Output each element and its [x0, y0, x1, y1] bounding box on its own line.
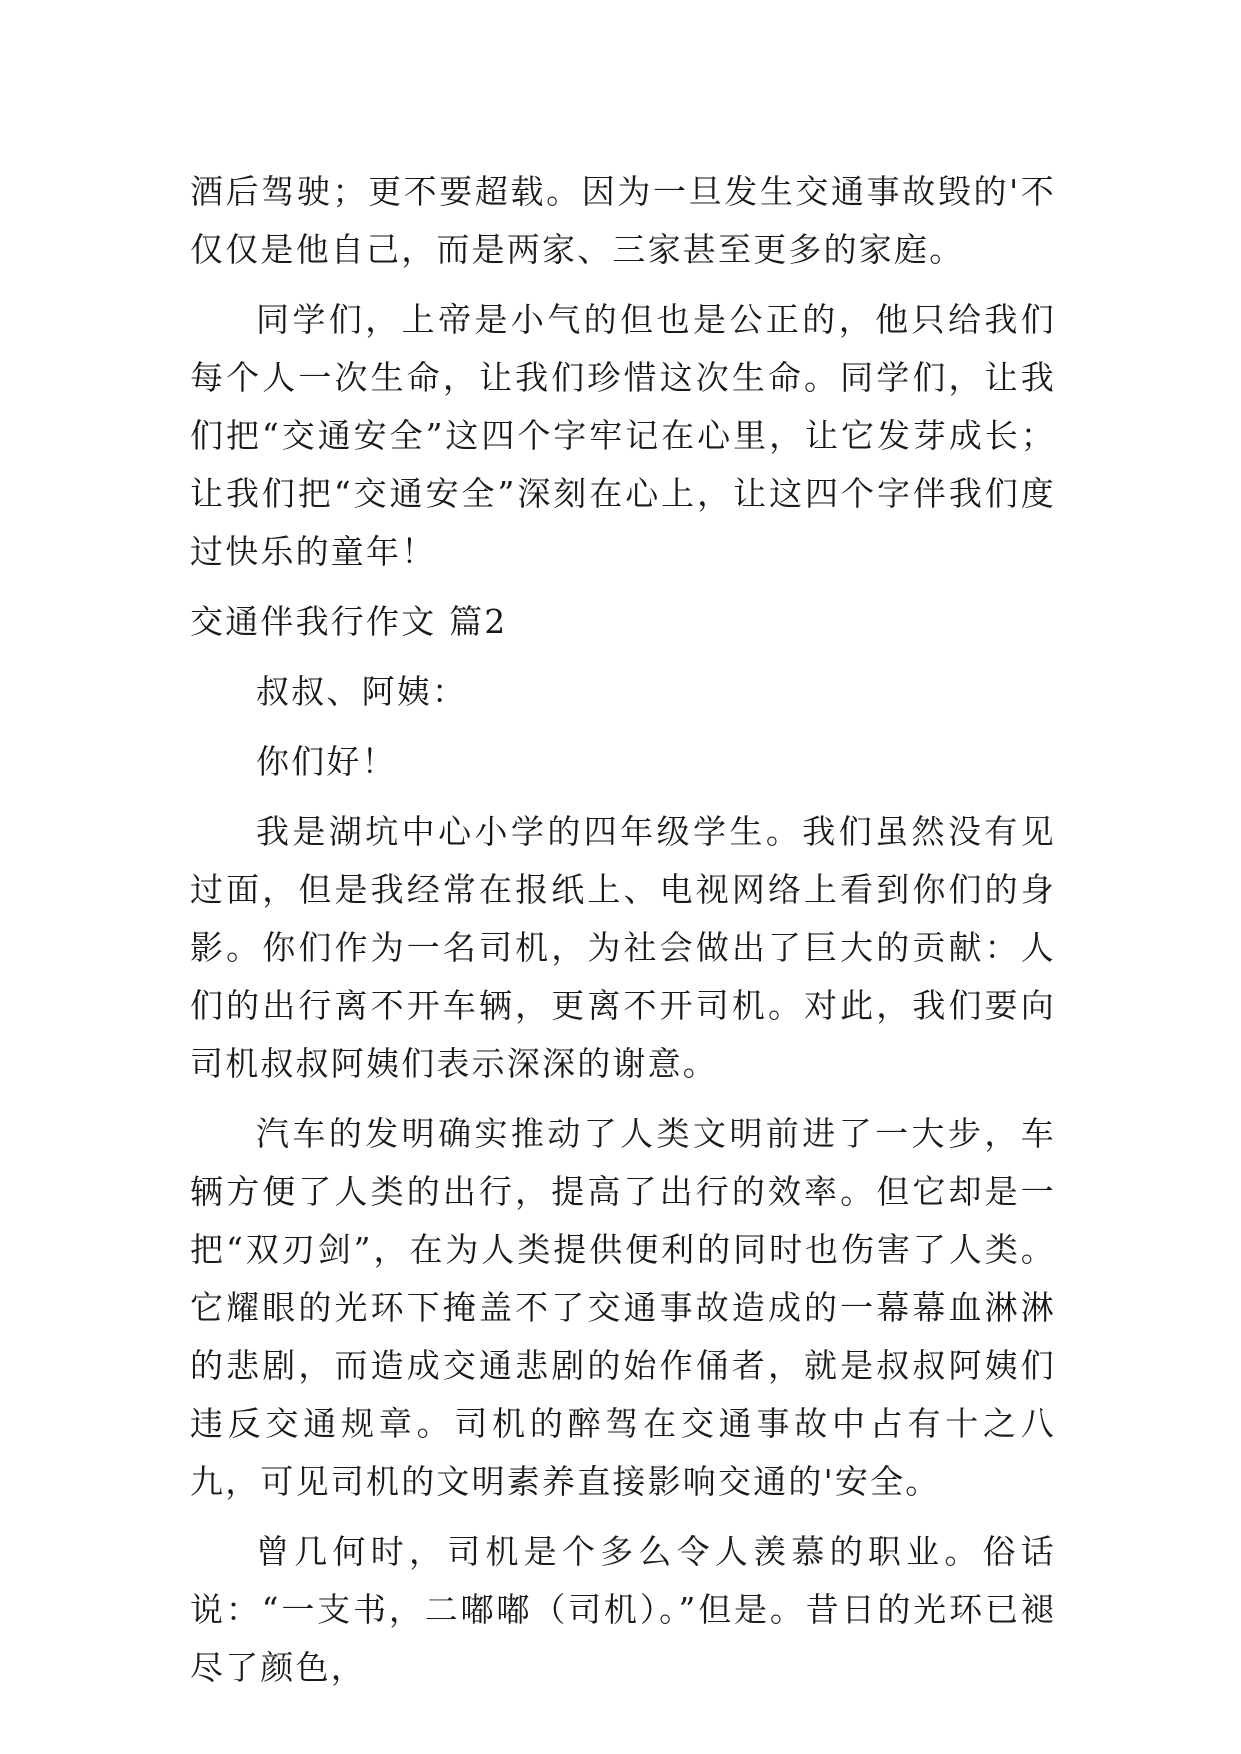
paragraph-greeting: 你们好！: [256, 742, 397, 781]
paragraph-driver-profession: 曾几何时，司机是个多么令人羡慕的职业。俗话说：“一支书，二嘟嘟（司机）。”但是。昔日的光环已褪尽了颜色，: [190, 1532, 1056, 1687]
paragraph-continuation: 酒后驾驶；更不要超载。因为一旦发生交通事故毁的'不仅仅是他自己，而是两家、三家甚至更多的家庭。: [190, 172, 1056, 269]
paragraph-car-invention: 汽车的发明确实推动了人类文明前进了一大步，车辆方便了人类的出行，提高了出行的效率。但它却是一把“双刃剑”，在为人类提供便利的同时也伤害了人类。它耀眼的光环下掩盖不了交通事故造成的一幕幕血淋淋的悲剧，而造成交通悲剧的始作俑者，就是叔叔阿姨们违反交通规章。司机的醉驾在交通事故中占有十之八九，可见司机的文明素养直接影响交通的'安全。: [190, 1114, 1056, 1501]
paragraph-salutation: 叔叔、阿姨：: [256, 672, 468, 711]
paragraph-introduction: 我是湖坑中心小学的四年级学生。我们虽然没有见过面，但是我经常在报纸上、电视网络上看到你们的身影。你们作为一名司机，为社会做出了巨大的贡献：人们的出行离不开车辆，更离不开司机。对此，我们要向司机叔叔阿姨们表示深深的谢意。: [190, 812, 1056, 1083]
document-body: [190, 163, 1056, 1709]
paragraph-classmates-appeal: 同学们，上帝是小气的但也是公正的，他只给我们每个人一次生命，让我们珍惜这次生命。同学们，让我们把“交通安全”这四个字牢记在心里，让它发芽成长；让我们把“交通安全”深刻在心上，让这四个字伴我们度过快乐的童年！: [190, 300, 1056, 571]
section-heading: 交通伴我行作文 篇2: [190, 602, 508, 641]
